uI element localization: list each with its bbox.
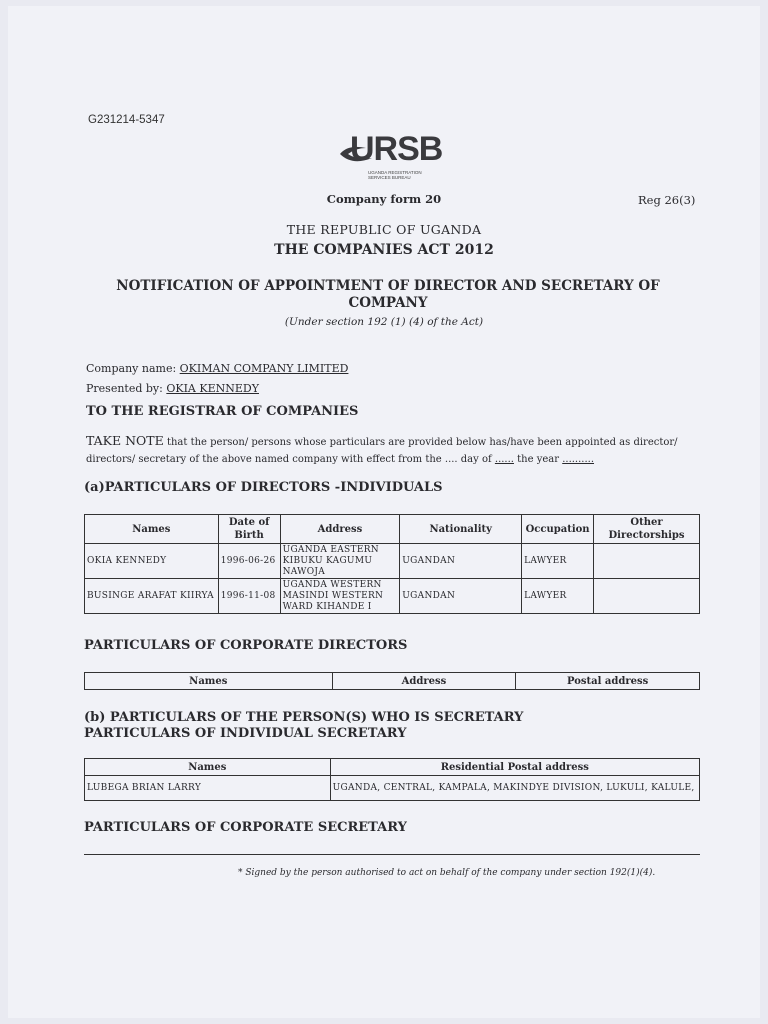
header-dob: Date of Birth [218,515,280,544]
presented-by-value: OKIA KENNEDY [166,382,259,395]
presented-by-label: Presented by: [86,382,163,395]
republic-heading: THE REPUBLIC OF UGANDA [286,222,482,237]
section-b-line2: PARTICULARS OF INDIVIDUAL SECRETARY [84,726,407,741]
director-address: UGANDA EASTERN KIBUKU KAGUMU NAWOJA [280,544,400,579]
company-name-value: OKIMAN COMPANY LIMITED [179,362,349,375]
header-names: Names [85,673,333,690]
form-label: Company form 20 [326,192,442,206]
table-row [85,776,700,801]
directors-table [84,514,700,614]
document-page [8,6,760,1018]
act-heading: THE COMPANIES ACT 2012 [274,242,494,258]
table-row [85,544,700,579]
document-number: G231214-5347 [88,114,165,126]
secretary-header-row [85,759,700,776]
ursb-logo [338,130,458,184]
corporate-secretary-heading: PARTICULARS OF CORPORATE SECRETARY [84,820,407,835]
company-name-label: Company name: [86,362,177,375]
director-dob: 1996-11-08 [218,579,280,614]
header-occupation: Occupation [522,515,594,544]
take-note-year: .......... [562,454,595,465]
corporate-directors-table [84,672,700,690]
secretary-address: UGANDA, CENTRAL, KAMPALA, MAKINDYE DIVISION, LUKULI, KALULE, [330,776,699,801]
section-a-heading: (a)PARTICULARS OF DIRECTORS -INDIVIDUALS [84,480,443,495]
header-names: Names [85,515,219,544]
header-residential-address: Residential Postal address [330,759,699,776]
logo-text: URSB [350,130,443,168]
header-names: Names [85,759,331,776]
section-b-heading [84,710,523,742]
secretary-name: LUBEGA BRIAN LARRY [85,776,331,801]
take-note-text: that the person/ persons whose particulars are provided below has/have been appointed as director/ directors/ secretary of the above named company with effect from the .... day of [86,437,678,465]
take-note-year-label: the year [517,454,560,465]
logo-subtitle: UGANDA REGISTRATION SERVICES BUREAU [368,170,422,180]
presented-by-row [86,382,259,395]
secretary-table [84,758,700,801]
director-other [594,579,700,614]
reg-label: Reg 26(3) [638,193,696,207]
table-row [85,579,700,614]
to-registrar-heading: TO THE REGISTRAR OF COMPANIES [86,404,359,419]
company-name-row [86,362,348,375]
director-nationality: UGANDAN [400,579,522,614]
director-name: OKIA KENNEDY [85,544,219,579]
director-name: BUSINGE ARAFAT KIIRYA [85,579,219,614]
corporate-directors-heading: PARTICULARS OF CORPORATE DIRECTORS [84,638,408,653]
header-other-directorships: Other Directorships [594,515,700,544]
director-address: UGANDA WESTERN MASINDI WESTERN WARD KIHANDE I [280,579,400,614]
header-nationality: Nationality [400,515,522,544]
header-postal-address: Postal address [516,673,700,690]
director-other [594,544,700,579]
divider [84,854,700,855]
take-note-day: ...... [494,454,514,465]
header-address: Address [280,515,400,544]
directors-header-row [85,515,700,544]
director-occupation: LAWYER [522,544,594,579]
document-subtitle: (Under section 192 (1) (4) of the Act) [284,316,484,328]
header-address: Address [332,673,516,690]
footnote: * Signed by the person authorised to act on behalf of the company under section 192(1)(4). [238,868,656,878]
director-occupation: LAWYER [522,579,594,614]
director-dob: 1996-06-26 [218,544,280,579]
section-b-line1: (b) PARTICULARS OF THE PERSON(S) WHO IS SECRETARY [84,710,524,725]
document-title: NOTIFICATION OF APPOINTMENT OF DIRECTOR AND SECRETARY OF COMPANY [116,278,660,311]
director-nationality: UGANDAN [400,544,522,579]
corporate-header-row [85,673,700,690]
take-note-label: TAKE NOTE [86,433,164,448]
take-note-paragraph [86,432,686,468]
